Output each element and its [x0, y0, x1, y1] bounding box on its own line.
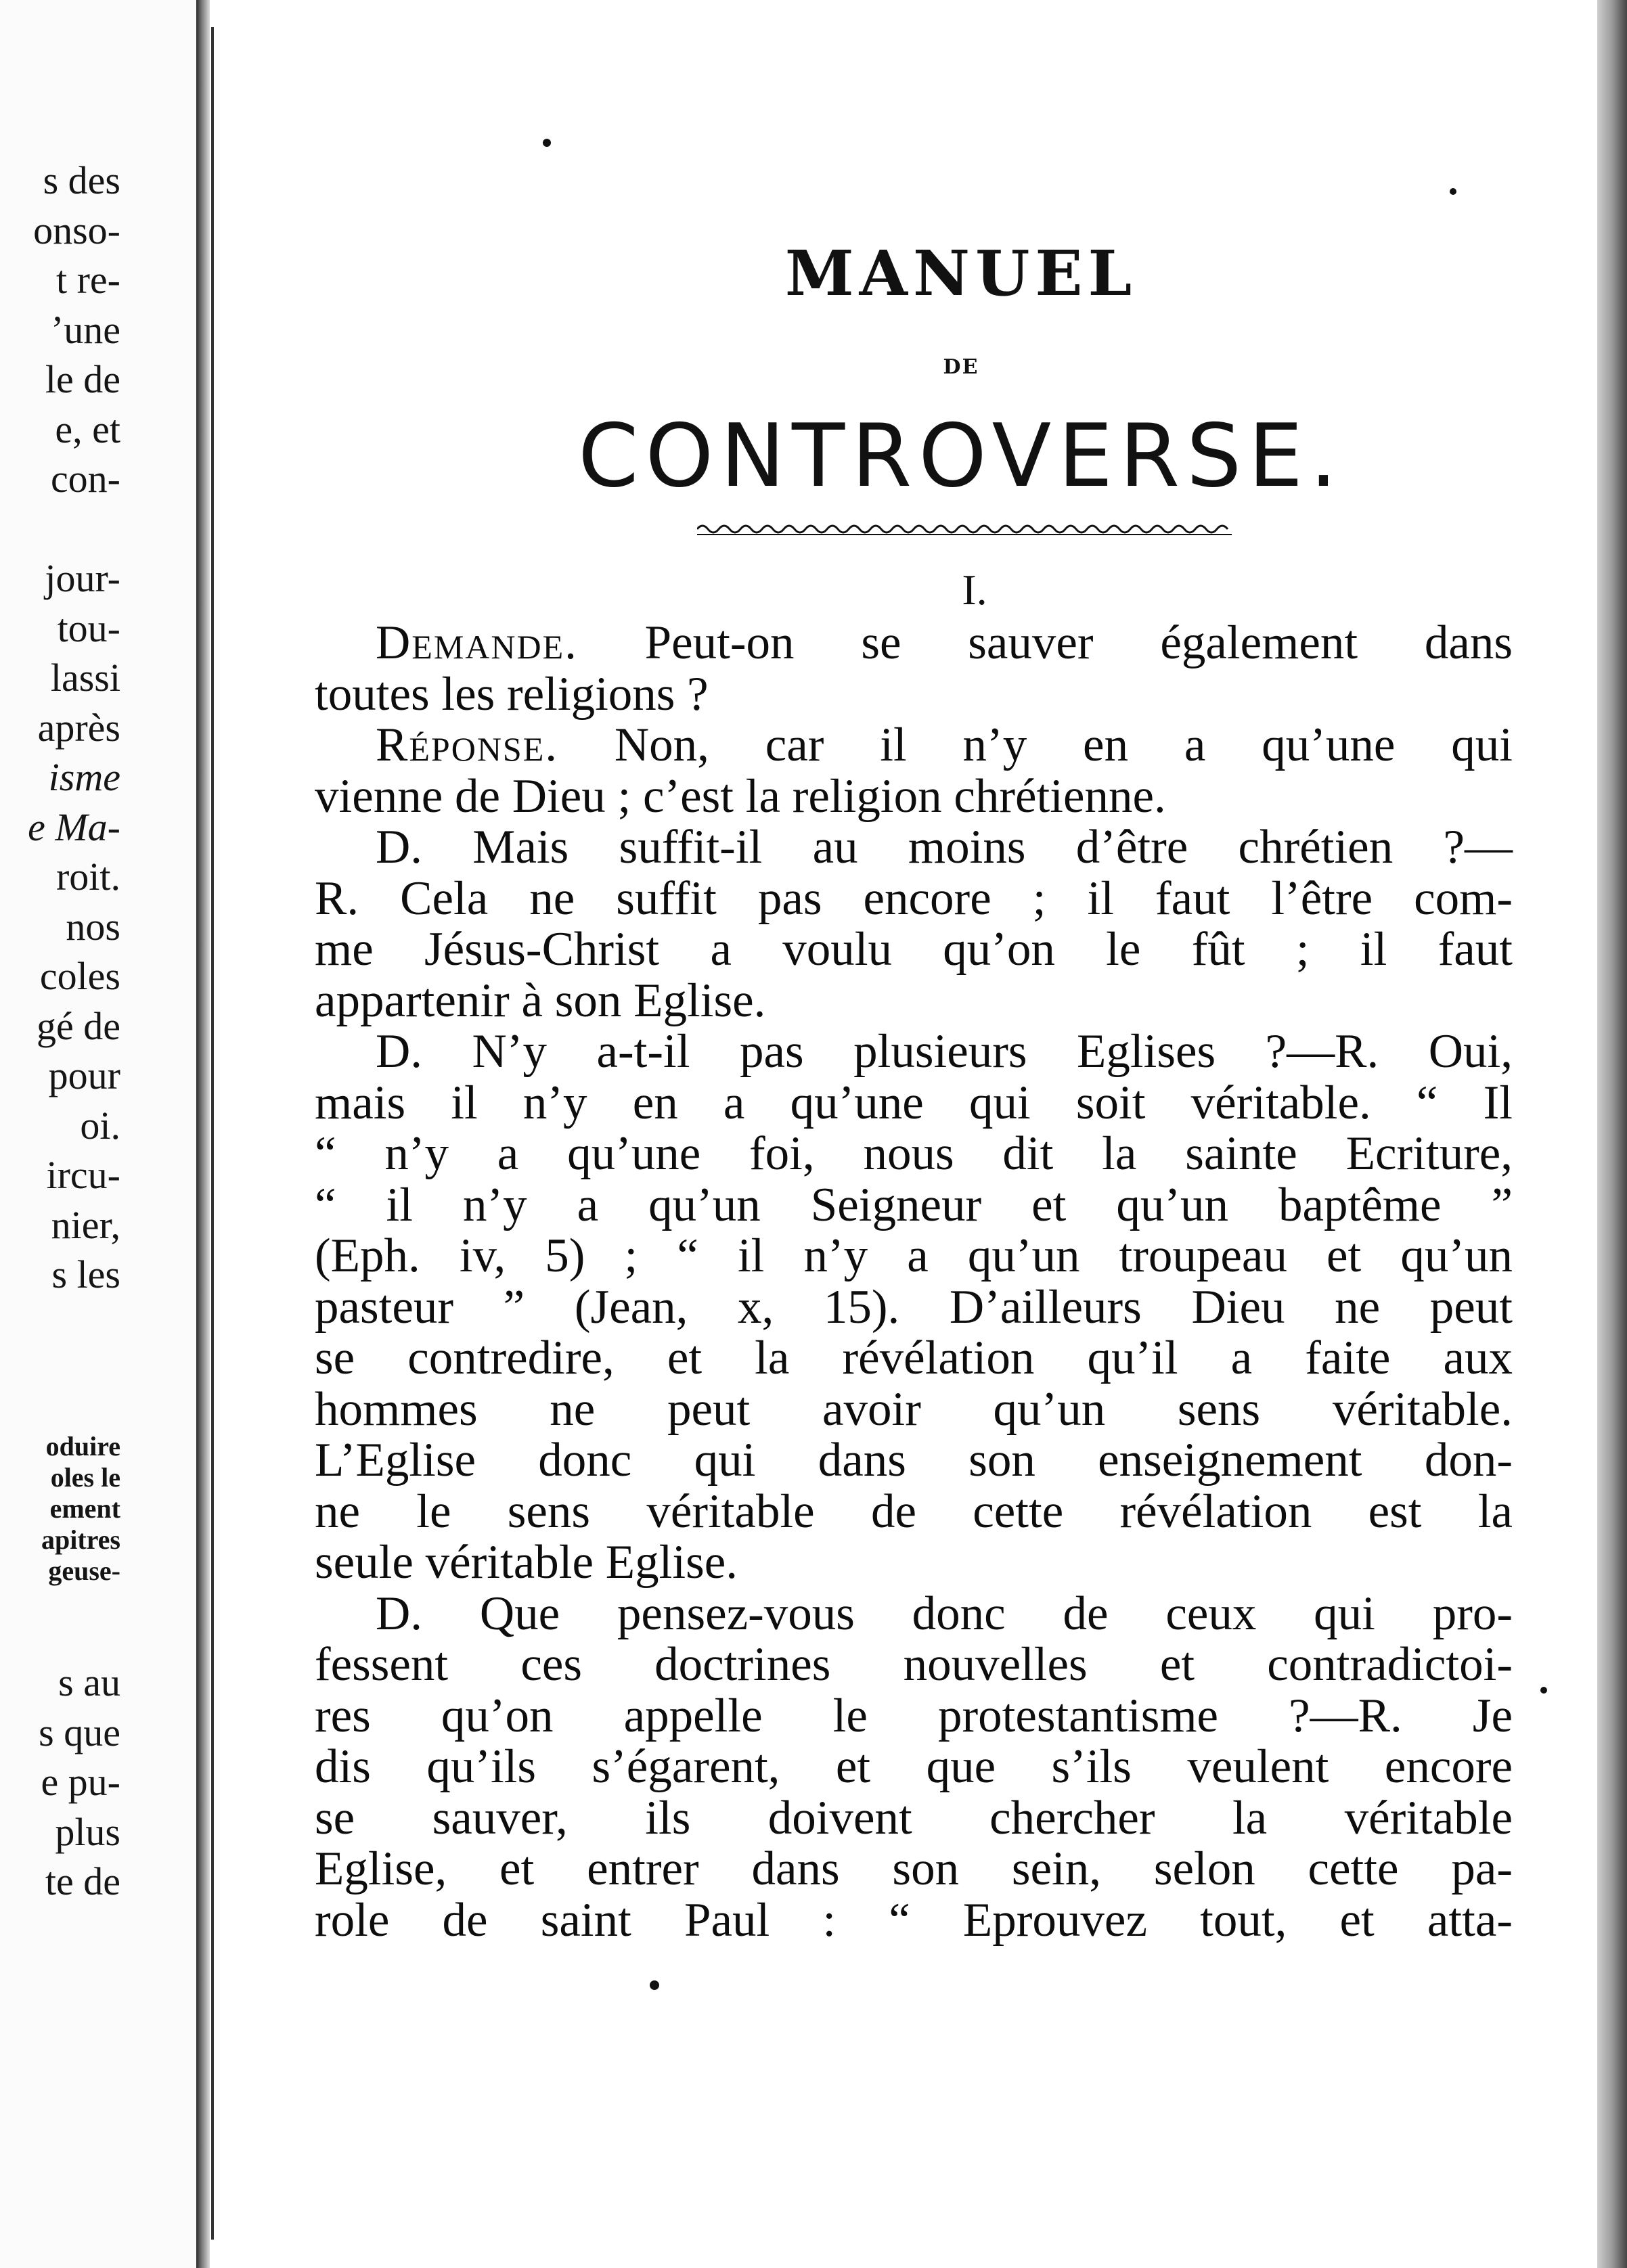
text-line: L’Eglise donc qui dans son enseignement don- — [315, 1434, 1513, 1487]
text-line: dis qu’ils s’égarent, et que s’ils veulent encore — [315, 1740, 1513, 1793]
facing-page-line: s des — [43, 158, 120, 202]
text-line: appartenir à son Eglise. — [315, 974, 766, 1027]
facing-page-footnote — [0, 1431, 120, 1587]
facing-page-line: oi. — [80, 1103, 120, 1148]
facing-page-line — [0, 504, 120, 554]
facing-page-line: plus — [55, 1809, 120, 1854]
facing-page-line: nier, — [51, 1202, 120, 1247]
facing-page-line: apitres — [41, 1524, 120, 1555]
speaker-label: Réponse. — [376, 719, 559, 771]
facing-page-line: le de — [45, 357, 120, 401]
text-line: Demande. Peut-on se sauver également dans — [376, 616, 1513, 669]
ink-speck — [650, 1980, 659, 1990]
text-line: “ il n’y a qu’un Seigneur et qu’un baptême ” — [315, 1178, 1513, 1231]
paragraph-4 — [315, 1026, 1513, 1589]
facing-page-line: te de — [45, 1859, 120, 1903]
facing-page-line: gé de — [37, 1003, 120, 1048]
book-gutter — [196, 0, 210, 2268]
text-line: se contredire, et la révélation qu’il a faite aux — [315, 1332, 1513, 1384]
facing-page-line: nos — [66, 904, 120, 949]
facing-page-line: isme — [48, 755, 120, 799]
text-line: Réponse. Non, car il n’y en a qu’une qui — [376, 719, 1513, 771]
text-line: ne le sens véritable de cette révélation est la — [315, 1484, 1513, 1538]
book-page — [223, 0, 1590, 2268]
page-title: MANUEL — [784, 237, 1138, 310]
facing-page-line: lassi — [50, 656, 120, 700]
facing-page-line: geuse- — [48, 1556, 120, 1586]
facing-page-line: s au — [58, 1660, 120, 1704]
text-line: D. N’y a-t-il pas plusieurs Eglises ?—R. Oui, — [376, 1025, 1513, 1078]
text-line: D. Mais suffit-il au moins d’être chrétien ?— — [376, 821, 1513, 874]
facing-page-text-lower — [0, 1658, 120, 1907]
facing-page-line: con- — [50, 457, 120, 501]
facing-page-line: après — [37, 705, 120, 750]
ink-speck — [1540, 1687, 1547, 1694]
section-number: I. — [962, 566, 987, 614]
facing-page-line: pour — [48, 1053, 120, 1097]
facing-page-line: e Ma- — [28, 804, 120, 849]
page-edge — [1597, 0, 1627, 2268]
paragraph-reponse — [315, 720, 1513, 822]
facing-page-line: oduire — [45, 1431, 120, 1461]
facing-page-line: ’une — [50, 307, 120, 352]
text-line: role de saint Paul : “ Eprouvez tout, et atta- — [315, 1893, 1513, 1947]
speaker-label: Demande. — [376, 616, 578, 669]
paragraph-3 — [315, 822, 1513, 1026]
text-line: toutes les religions ? — [315, 667, 709, 721]
ink-speck — [543, 139, 551, 147]
text-line: fessent ces doctrines nouvelles et contradictoi- — [315, 1638, 1513, 1691]
facing-page-line: jour- — [45, 556, 120, 600]
title-connector: DE — [943, 355, 979, 379]
paragraph-5 — [315, 1589, 1513, 1947]
text-line: vienne de Dieu ; c’est la religion chrétienne. — [315, 769, 1166, 823]
facing-page-line: tou- — [57, 606, 120, 650]
text-line: seule véritable Eglise. — [315, 1536, 738, 1589]
text-line: R. Cela ne suffit pas encore ; il faut l’être com- — [315, 871, 1513, 925]
text-line: D. Que pensez-vous donc de ceux qui pro- — [376, 1587, 1513, 1640]
facing-page-line: e pu- — [41, 1760, 120, 1804]
text-line: Eglise, et entrer dans son sein, selon cette pa- — [315, 1842, 1513, 1895]
gutter-shadow — [211, 27, 214, 2240]
facing-page-line: coles — [39, 954, 120, 998]
body-text — [315, 618, 1513, 1946]
facing-page-line: s les — [51, 1252, 120, 1296]
facing-page-text — [0, 156, 120, 1300]
text-line: mais il n’y en a qu’une qui soit véritable. “ Il — [315, 1076, 1513, 1129]
text-line: se sauver, ils doivent chercher la véritable — [315, 1791, 1513, 1844]
text-line: me Jésus-Christ a voulu qu’on le fût ; il faut — [315, 923, 1513, 976]
facing-page-line: t re- — [56, 258, 120, 302]
facing-page-fragment — [0, 0, 196, 2268]
facing-page-line: s que — [39, 1710, 120, 1754]
text-line: “ n’y a qu’une foi, nous dit la sainte Ecriture, — [315, 1127, 1513, 1180]
ink-speck — [1450, 188, 1456, 195]
facing-page-line: roit. — [55, 855, 120, 899]
text-line: pasteur ” (Jean, x, 15). D’ailleurs Dieu ne peut — [315, 1280, 1513, 1334]
paragraph-demande — [315, 618, 1513, 720]
facing-page-line: oles le — [50, 1462, 120, 1493]
facing-page-line: e, et — [55, 407, 120, 451]
text-line: hommes ne peut avoir qu’un sens véritable. — [315, 1382, 1513, 1436]
text-line: res qu’on appelle le protestantisme ?—R. Je — [315, 1689, 1513, 1742]
page-title-large: CONTROVERSE. — [578, 406, 1344, 507]
ornamental-rule — [697, 520, 1232, 539]
text-line: (Eph. iv, 5) ; “ il n’y a qu’un troupeau et qu’un — [315, 1229, 1513, 1282]
facing-page-line: ement — [49, 1493, 120, 1524]
facing-page-line: onso- — [33, 208, 120, 252]
facing-page-line: ircu- — [46, 1153, 120, 1197]
